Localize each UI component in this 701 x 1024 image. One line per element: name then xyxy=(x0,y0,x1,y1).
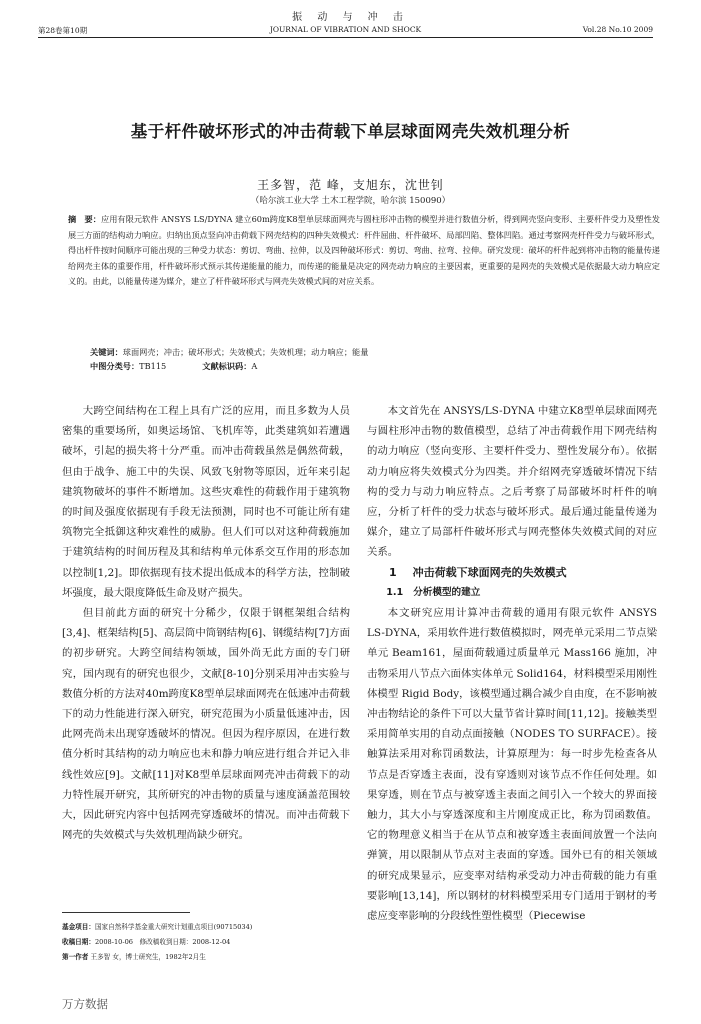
fund-note xyxy=(62,920,352,935)
author-note xyxy=(62,950,352,965)
right-column xyxy=(367,401,657,926)
subsection-number: 1.1 xyxy=(386,586,404,598)
keywords xyxy=(90,345,650,360)
header-rule xyxy=(38,37,653,38)
abstract-label: 摘 要： xyxy=(68,214,101,224)
left-column xyxy=(62,401,350,845)
subsection-title: 分析模型的建立 xyxy=(413,586,481,598)
paragraph: 本文首先在 ANSYS/LS-DYNA 中建立K8型单层球面网壳与圆柱形冲击物的数值模型，总结了冲击荷载作用下网壳结构的动力响应（竖向变形、主要杆件受力、塑性发展分布）。依据动力响应将失效模式分为四类。并介绍网壳穿透破坏情况下结构的受力与动力响应特点。之后考察了局部破坏时杆件的响应，分析了杆件的受力状态与破坏形式。最后通过能量传递为媒介，建立了局部杆件破坏形式与网壳整体失效模式间的对应关系。 xyxy=(367,405,657,559)
abstract-text: 应用有限元软件 ANSYS LS/DYNA 建立60m跨度K8型单层球面网壳与圆柱形冲击物的模型并进行数值分析，得到网壳竖向变形、主要杆件受力及塑性发展三方面的结构动力响应。归纳出顶点竖向冲击荷载下网壳结构的四种失效模式：杆件屈曲、杆件破坏、局部凹陷、整体凹陷。通过考察网壳杆件受力与破坏形式，得出杆件按时间顺序可能出现的三种受力状态：剪切、弯曲、拉伸，以及四种破坏形式：剪切、弯曲、拉弯、拉伸。研究发现：破坏的杆件起到将冲击物的能量传递给网壳主体的重要作用，杆件破坏形式预示其传递能量的能力，而传递的能量是决定的网壳动力响应的主要因素，更重要的是网壳的失效模式是依据最大动力响应定义的。由此，以能量传递为媒介，建立了杆件破坏形式与网壳失效模式间的对应关系。 xyxy=(68,214,660,287)
running-header xyxy=(38,22,653,38)
received-label: 收稿日期： xyxy=(62,938,95,946)
keywords-label: 关键词： xyxy=(90,347,123,357)
volume-issue-cn: 第28卷第10期 xyxy=(38,26,88,35)
keywords-text: 球面网壳；冲击；破坏形式；失效模式；失效机理；动力响应；能量 xyxy=(122,347,369,357)
paragraph: 但目前此方面的研究十分稀少，仅限于钢框架组合结构[3,4]、框架结构[5]、高层筒中筒钢结构[6]、钢缆结构[7]方面的初步研究。大跨空间结构领域，国外尚无此方面的专门研究，国内现有的研究也很少，文献[8-10]分别采用冲击实验与数值分析的方法对40m跨度K8型单层球面网壳在低速冲击荷载下的动力性能进行深入研究，研究范围为小质量低速冲击，因此网壳尚未出现穿透破坏的情况。但因为程序原因，在进行数值分析时其结构的动力响应也未和静力响应进行组合并记入非线性效应[9]。文献[11]对K8型单层球面网壳冲击荷载下的动力特性展开研究，其所研究的冲击物的质量与速度涵盖范围较大，因此研究内容中包括网壳穿透破坏的情况。而冲击荷载下网壳的失效模式与失效机理尚缺少研究。 xyxy=(62,607,350,842)
paragraph: 大跨空间结构在工程上具有广泛的应用，而且多数为人员密集的重要场所，如奥运场馆、飞机库等，此类建筑如若遭遇破坏，引起的损失将十分严重。而冲击荷载虽然是偶然荷载，但由于战争、施工中的失误、风致飞射物等原因，近年来引起建筑物破坏的事件不断增加。这些灾难性的荷载作用于建筑物的时间及强度依据现有手段无法预测，同时也不可能让所有建筑物完全抵御这种灾难性的威胁。但人们可以对这种荷载施加于建筑结构的时间历程及其和结构单元体系交互作用的形态加以控制[1,2]。即依据现有技术提出低成本的科学方法，控制破坏强度，最大限度降低生命及财产损失。 xyxy=(62,405,350,599)
paper-title: 基于杆件破坏形式的冲击荷载下单层球面网壳失效机理分析 xyxy=(130,122,571,141)
section-number: 1 xyxy=(389,565,397,579)
paragraph: 本文研究应用计算冲击荷载的通用有限元软件 ANSYS LS-DYNA，采用软件进行数值模拟时，网壳单元采用二节点梁单元 Beam161，屋面荷载通过质量单元 Mass166 施加，冲击物采用八节点六面体实体单元 Solid164，材料模型采用刚性体模型 Rigid Body，该模型通过耦合减少自由度，在不影响被冲击物结论的条件下可以大量节省计算时间[11,12]。接触类型采用简单实用的自动点面接触（NODES TO SURFACE）。接触算法采用对称罚函数法，计算原理为：每一时步先检查各从节点是否穿透主表面，没有穿透则对该节点不作任何处理。如果穿透，则在节点与被穿透主表面之间引入一个较大的界面接触力，其大小与穿透深度和主片刚度成正比，称为罚函数值。它的物理意义相当于在从节点和被穿透主表面间放置一个法向弹簧，用以限制从节点对主表面的穿透。国外已有的相关领域的研究成果显示，应变率对结构承受动力冲击荷载的能力有重要影响[13,14]，所以钢材的材料模型采用专门适用于钢材的考虑应变率影响的分段线性塑性模型（Piecewise xyxy=(367,607,657,923)
section-heading xyxy=(367,563,657,583)
footnotes xyxy=(62,920,352,965)
volume-issue-en: Vol.28 No.10 2009 xyxy=(582,25,653,34)
journal-name: 振 动 与 冲 击 xyxy=(292,12,409,23)
subsection-heading xyxy=(367,583,657,603)
watermark: 万方数据 xyxy=(62,997,108,1011)
received-note xyxy=(62,935,352,950)
classification xyxy=(90,361,257,372)
author-label: 第一作者 xyxy=(62,953,89,961)
clc-value: TB115 xyxy=(139,361,167,371)
authors: 王多智，范 峰，支旭东，沈世钊 xyxy=(257,178,444,192)
section-title: 冲击荷载下球面网壳的失效模式 xyxy=(412,565,567,579)
journal-name-en: JOURNAL OF VIBRATION AND SHOCK xyxy=(269,25,422,34)
footnote-rule xyxy=(62,912,190,913)
author-text: 王多智 女，博士研究生，1982年2月生 xyxy=(90,953,206,961)
received-text: 2008-10-06 修改稿收到日期：2008-12-04 xyxy=(94,938,231,946)
abstract xyxy=(68,212,660,290)
fund-text: 国家自然科学基金重大研究计划重点项目(90715034) xyxy=(94,923,253,931)
clc-label: 中图分类号： xyxy=(90,361,140,371)
doc-code-value: A xyxy=(251,361,258,371)
affiliation: （哈尔滨工业大学 土木工程学院，哈尔滨 150090） xyxy=(250,196,451,206)
doc-code-label: 文献标识码： xyxy=(202,361,252,371)
fund-label: 基金项目： xyxy=(62,923,95,931)
